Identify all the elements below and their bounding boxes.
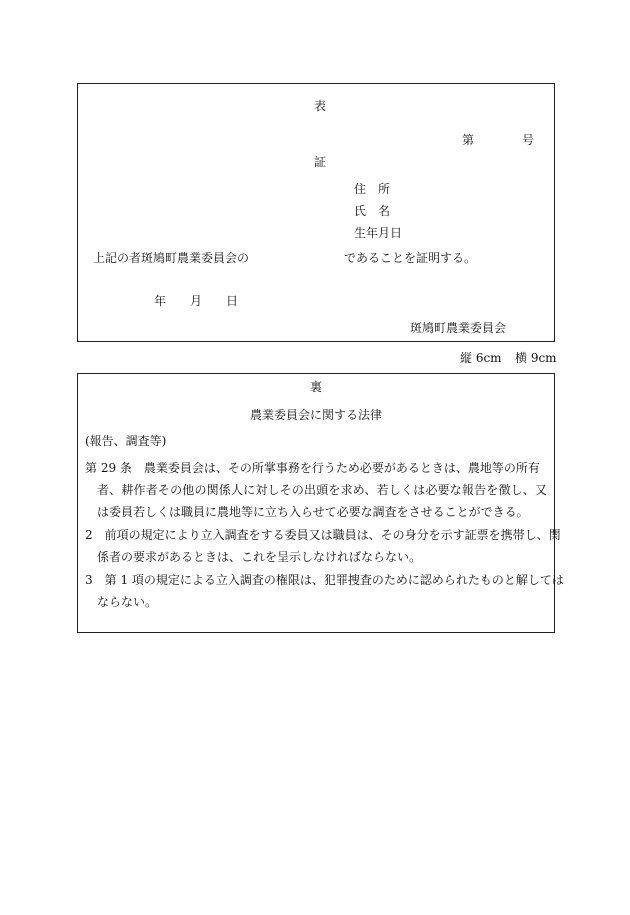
front-heading: 表 — [314, 99, 327, 113]
date-month-label: 月 — [190, 294, 203, 308]
paragraph-3-text — [85, 569, 564, 613]
article-29-text — [85, 457, 547, 523]
certification-prefix: 上記の者斑鳩町農業委員会の — [93, 251, 250, 265]
law-title: 農業委員会に関する法律 — [250, 408, 383, 422]
paragraph-3-first-line: 3 第 1 項の規定による立入調査の権限は、犯罪捜査のために認められたものと解しては — [85, 573, 564, 587]
certification-suffix: であることを証明する。 — [344, 251, 477, 265]
article-caption: (報告、調査等) — [85, 434, 167, 448]
article-29-first-line: 第 29 条 農業委員会は、その所掌事務を行うため必要があるときは、農地等の所有 — [85, 461, 540, 475]
id-card-front — [77, 83, 555, 342]
id-card-back — [77, 373, 564, 633]
size-note-width: 横 9cm — [515, 351, 557, 365]
size-note-height: 縦 6cm — [460, 351, 502, 365]
paragraph-2-text — [85, 524, 561, 568]
name-label: 氏 名 — [354, 204, 391, 218]
number-label-dai: 第 — [462, 133, 475, 147]
paragraph-2-continuation: 係者の要求があるときは、これを呈示しなければならない。 — [97, 550, 422, 564]
paragraph-2-first-line: 2 前項の規定により立入調査をする委員又は職員は、その身分を示す証票を携帯し、関 — [85, 528, 561, 542]
date-day-label: 日 — [226, 294, 239, 308]
article-29-continuation: 者、耕作者その他の関係人に対しその出頭を求め、若しくは必要な報告を徴し、又は委員若しくは職員に農地等に立ち入らせて必要な調査をさせることができる。 — [97, 483, 547, 519]
address-label: 住 所 — [354, 182, 391, 196]
date-year-label: 年 — [154, 294, 167, 308]
back-heading: 裏 — [310, 380, 323, 394]
card-title: 証 — [314, 155, 327, 169]
birthdate-label: 生年月日 — [354, 226, 403, 240]
issuer-name: 斑鳩町農業委員会 — [410, 321, 507, 335]
number-label-go: 号 — [522, 133, 535, 147]
paragraph-3-continuation: ならない。 — [97, 595, 158, 609]
